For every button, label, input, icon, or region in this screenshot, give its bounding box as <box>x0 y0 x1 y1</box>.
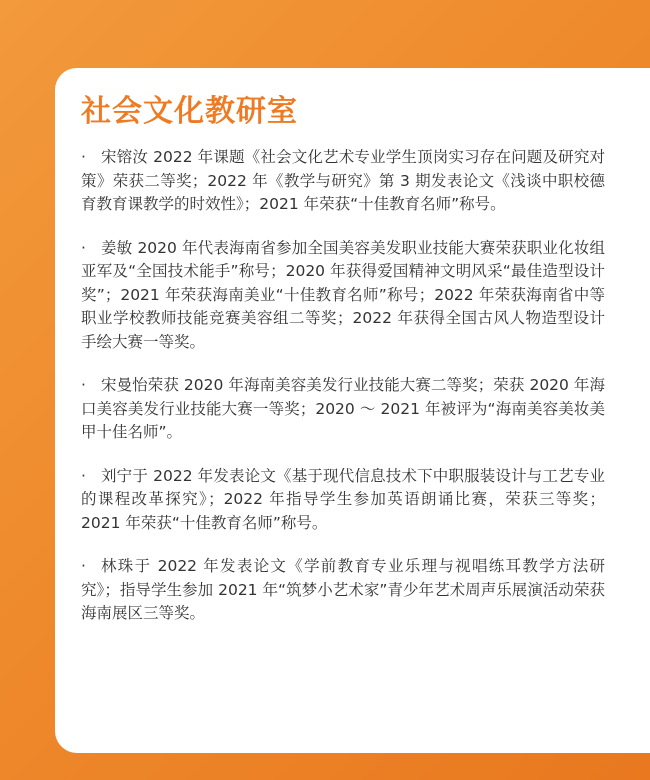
list-item <box>81 237 605 355</box>
bullet-dot: · <box>81 376 86 394</box>
item-text: 刘宁于 2022 年发表论文《基于现代信息技术下中职服装设计与工艺专业的课程改革探究》；2022 年指导学生参加英语朗诵比赛，荣获三等奖；2021 年荣获“十佳教育名师”称号。 <box>81 466 605 532</box>
bullet-dot: · <box>81 557 86 575</box>
achievement-list <box>81 146 605 626</box>
list-item <box>81 374 605 445</box>
bullet-dot: · <box>81 466 86 485</box>
item-text: 宋曼怡荣获 2020 年海南美容美发行业技能大赛二等奖；荣获 2020 年海口美容美发行业技能大赛一等奖；2020 ～ 2021 年被评为“海南美容美妆美甲十佳名师”。 <box>81 376 605 441</box>
bullet-dot: · <box>81 238 86 257</box>
content-card <box>55 68 650 753</box>
list-item <box>81 555 605 626</box>
item-text: 姜敏 2020 年代表海南省参加全国美容美发职业技能大赛荣获职业化妆组亚军及“全国技术能手”称号；2020 年获得爱国精神文明风采“最佳造型设计奖”；2021 年荣获海南美业“十佳教育名师”称号；2022 年荣获海南省中等职业学校教师技能竞赛美容组二等奖；2022 年获得全国古风人物造型设计手绘大赛一等奖。 <box>81 238 605 351</box>
bullet-dot: · <box>81 148 86 166</box>
list-item <box>81 465 605 536</box>
list-item <box>81 146 605 217</box>
item-text: 宋镕汝 2022 年课题《社会文化艺术专业学生顶岗实习存在问题及研究对策》荣获二等奖；2022 年《教学与研究》第 3 期发表论文《浅谈中职校德育教育课教学的时效性》；2021 年荣获“十佳教育名师”称号。 <box>81 148 605 213</box>
section-title: 社会文化教研室 <box>81 94 298 129</box>
item-text: 林珠于 2022 年发表论文《学前教育专业乐理与视唱练耳教学方法研究》；指导学生参加 2021 年“筑梦小艺术家”青少年艺术周声乐展演活动荣获海南展区三等奖。 <box>81 557 605 622</box>
